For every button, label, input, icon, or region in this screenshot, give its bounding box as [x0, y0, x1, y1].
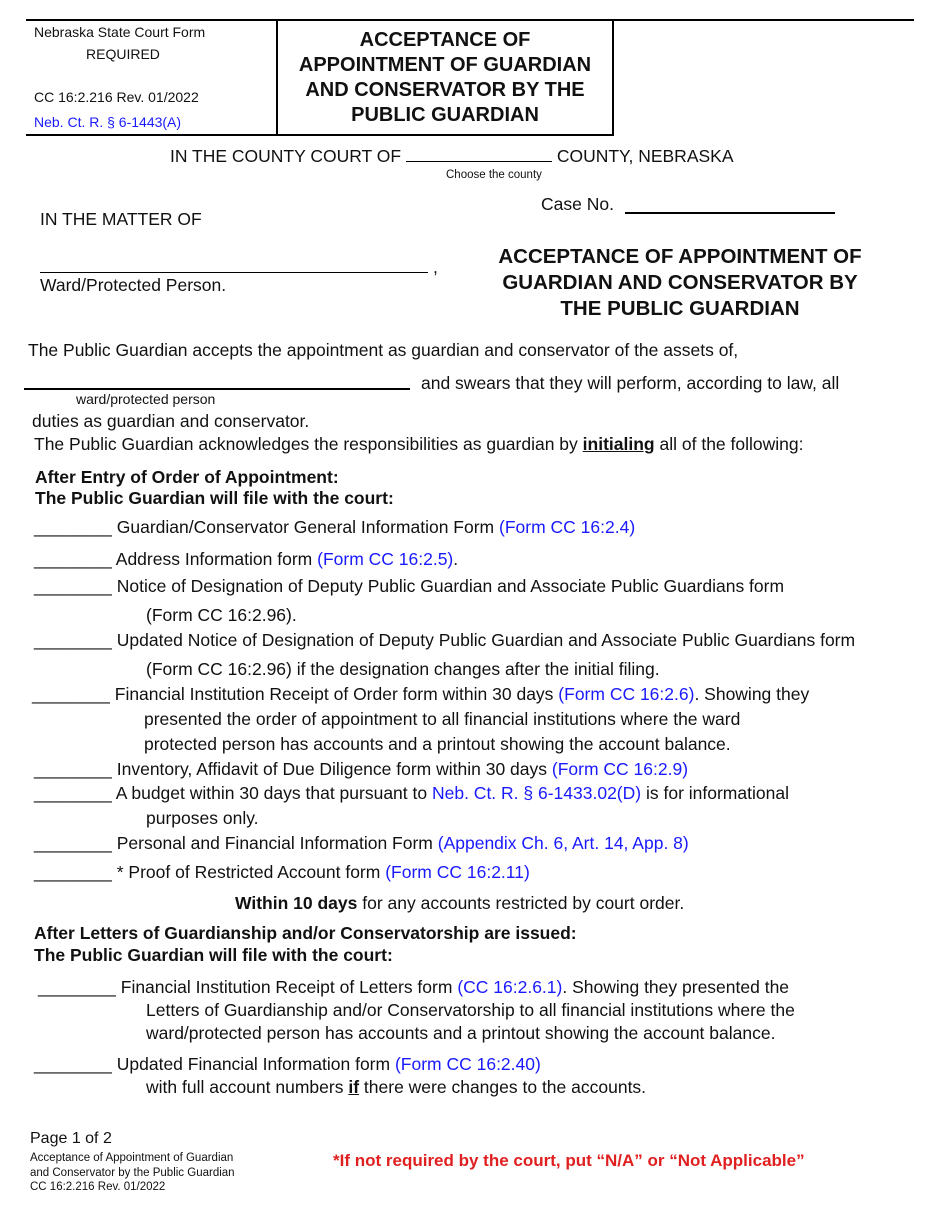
form-source: Nebraska State Court Form	[34, 24, 206, 40]
initial-blank[interactable]: ________	[34, 549, 112, 569]
initial-blank[interactable]: ________	[34, 1054, 112, 1074]
within-days-note: Within 10 days for any accounts restricted by court order.	[235, 893, 685, 913]
initial-blank[interactable]: ________	[34, 833, 112, 853]
ward-hint: ward/protected person	[76, 391, 216, 407]
list-item: ________ Inventory, Affidavit of Due Diligence form within 30 days (Form CC 16:2.9)	[34, 759, 689, 779]
list-item: ________ * Proof of Restricted Account form (Form CC 16:2.11)	[34, 862, 530, 882]
initial-blank[interactable]: ________	[34, 630, 112, 650]
list-item: ________ A budget within 30 days that pursuant to Neb. Ct. R. § 6-1433.02(D) is for informational	[34, 783, 789, 803]
ward-name-field[interactable]	[40, 272, 428, 273]
rule-link[interactable]: Neb. Ct. R. § 6-1443(A)	[34, 114, 182, 130]
required-label: REQUIRED	[86, 46, 160, 62]
list-item: ________ Address Information form (Form CC 16:2.5).	[34, 549, 459, 569]
list-item-continued: with full account numbers if there were changes to the accounts.	[146, 1077, 647, 1097]
acknowledge-text: The Public Guardian acknowledges the responsibilities as guardian by initialing all of the following:	[34, 434, 804, 454]
ward-label: Ward/Protected Person.	[40, 275, 227, 295]
case-no-label: Case No.	[541, 194, 614, 214]
county-field[interactable]	[406, 147, 552, 162]
list-item-continued: Letters of Guardianship and/or Conservatorship to all financial institutions where the	[146, 1000, 795, 1020]
page-number: Page 1 of 2	[30, 1130, 112, 1147]
list-item: ________ Updated Financial Information form (Form CC 16:2.40)	[34, 1054, 541, 1074]
form-link[interactable]: (Form CC 16:2.6)	[558, 684, 695, 704]
list-item: ________ Financial Institution Receipt of Order form within 30 days (Form CC 16:2.6). Showing they	[32, 684, 810, 704]
county-hint: Choose the county	[446, 169, 542, 181]
list-item: ________ Updated Notice of Designation of Deputy Public Guardian and Associate Public Guardians form	[34, 630, 856, 650]
list-item-continued: purposes only.	[146, 808, 259, 828]
ward-signature-field[interactable]	[24, 388, 410, 390]
form-number: CC 16:2.216 Rev. 01/2022	[34, 89, 199, 105]
form-link[interactable]: (Appendix Ch. 6, Art. 14, App. 8)	[437, 833, 689, 853]
initial-blank[interactable]: ________	[34, 862, 112, 882]
header-top-rule	[26, 19, 914, 21]
initial-blank[interactable]: ________	[34, 576, 112, 596]
form-link[interactable]: (Form CC 16:2.4)	[499, 517, 636, 537]
section2-subheading: The Public Guardian will file with the court:	[34, 945, 393, 965]
form-link[interactable]: (Form CC 16:2.11)	[385, 862, 530, 882]
document-title: ACCEPTANCE OF APPOINTMENT OF GUARDIAN AND CONSERVATOR BY THE PUBLIC GUARDIAN	[498, 245, 862, 320]
matter-label: IN THE MATTER OF	[40, 209, 202, 229]
rule-link[interactable]: Neb. Ct. R. § 6-1433.02(D)	[431, 783, 642, 803]
case-number-field[interactable]	[625, 212, 835, 214]
list-item-continued: (Form CC 16:2.96).	[146, 605, 297, 625]
list-item-continued: ward/protected person has accounts and a printout showing the account balance.	[146, 1023, 776, 1043]
form-link[interactable]: (Form CC 16:2.5)	[317, 549, 454, 569]
list-item-continued: presented the order of appointment to all financial institutions where the ward	[144, 709, 741, 729]
duties-text: duties as guardian and conservator.	[32, 411, 310, 431]
initial-blank[interactable]: ________	[38, 977, 116, 997]
caption-comma: ,	[433, 257, 438, 277]
initial-blank[interactable]: ________	[34, 783, 112, 803]
header-bottom-rule	[26, 134, 614, 136]
footer-form-info: Acceptance of Appointment of Guardian and Conservator by the Public Guardian CC 16:2.216 Rev. 01/2022	[30, 1152, 235, 1193]
initial-blank[interactable]: ________	[34, 517, 112, 537]
list-item: ________ Guardian/Conservator General Information Form (Form CC 16:2.4)	[34, 517, 636, 537]
list-item-continued: protected person has accounts and a printout showing the account balance.	[144, 734, 731, 754]
section2-heading: After Letters of Guardianship and/or Conservatorship are issued:	[34, 923, 577, 943]
form-link[interactable]: (Form CC 16:2.40)	[394, 1054, 541, 1074]
section1-subheading: The Public Guardian will file with the court:	[35, 488, 394, 508]
list-item: ________ Financial Institution Receipt of Letters form (CC 16:2.6.1). Showing they presented the	[38, 977, 790, 997]
header-title: ACCEPTANCE OF APPOINTMENT OF GUARDIAN AND CONSERVATOR BY THE PUBLIC GUARDIAN	[298, 29, 592, 126]
form-link[interactable]: (Form CC 16:2.9)	[551, 759, 689, 779]
list-item: ________ Notice of Designation of Deputy Public Guardian and Associate Public Guardians form	[34, 576, 785, 596]
form-link[interactable]: (CC 16:2.6.1)	[457, 977, 563, 997]
initial-blank[interactable]: ________	[34, 759, 112, 779]
list-item-continued: (Form CC 16:2.96) if the designation changes after the initial filing.	[146, 659, 660, 679]
header-divider-right	[612, 19, 614, 135]
section1-heading: After Entry of Order of Appointment:	[35, 467, 339, 487]
court-line: IN THE COUNTY COURT OF COUNTY, NEBRASKA	[170, 146, 734, 166]
initial-blank[interactable]: ________	[32, 684, 110, 704]
list-item: ________ Personal and Financial Information Form (Appendix Ch. 6, Art. 14, App. 8)	[34, 833, 689, 853]
na-note: *If not required by the court, put “N/A” or “Not Applicable”	[333, 1151, 805, 1170]
swears-text: and swears that they will perform, according to law, all	[421, 373, 840, 393]
acceptance-paragraph: The Public Guardian accepts the appointment as guardian and conservator of the assets of,	[28, 340, 739, 360]
